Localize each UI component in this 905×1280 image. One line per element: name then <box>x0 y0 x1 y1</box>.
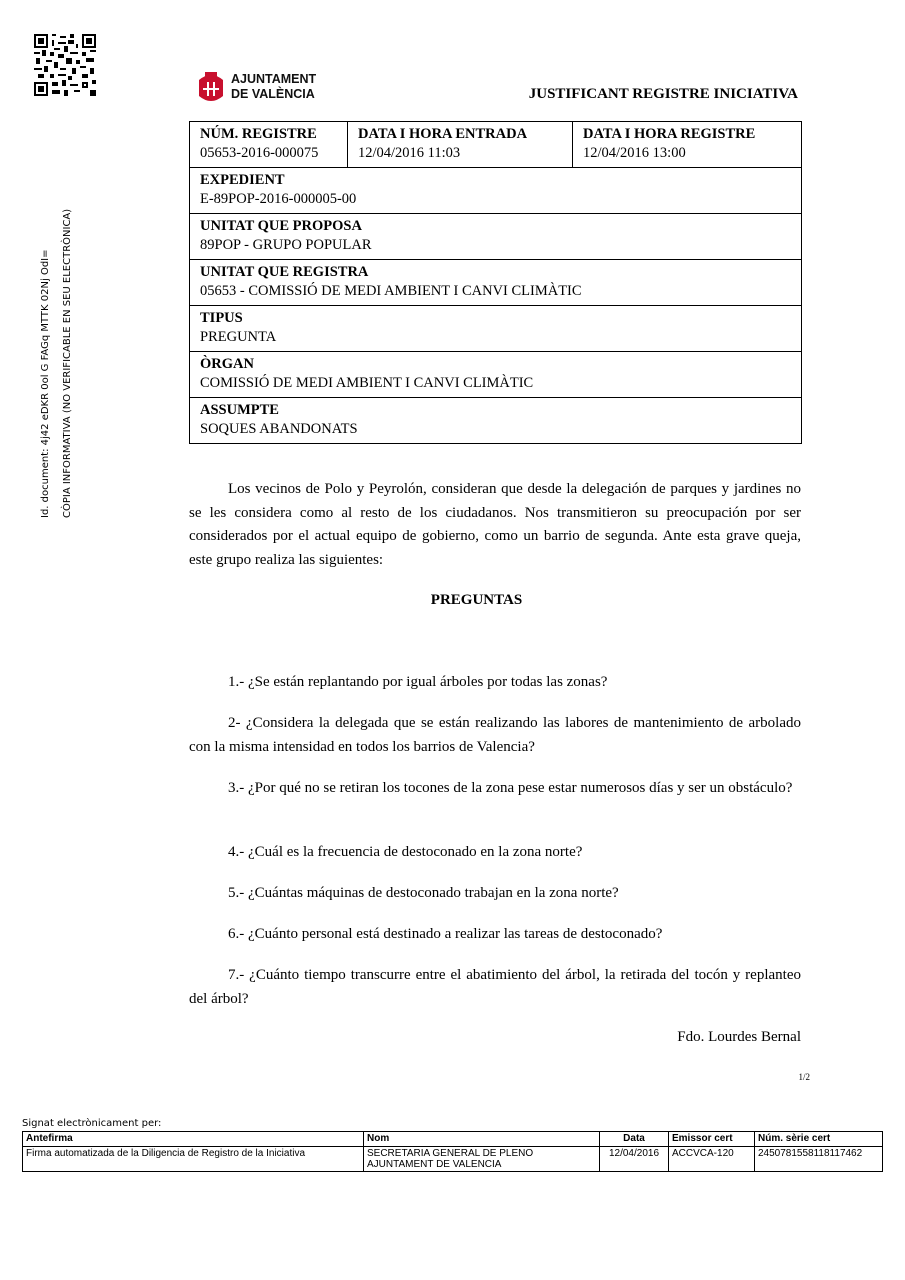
label-unitat-registra: UNITAT QUE REGISTRA <box>200 264 369 280</box>
question-2: 2- ¿Considera la delegada que se están realizando las labores de mantenimiento de arbolado con la misma intensidad en todos los barrios de Valencia? <box>189 715 801 755</box>
header-nom: Nom <box>364 1132 600 1147</box>
logo-line-1: AJUNTAMENT <box>231 72 317 86</box>
label-data-entrada: DATA I HORA ENTRADA <box>358 126 528 142</box>
cell-organ <box>190 352 802 398</box>
cell-unitat-registra <box>190 260 802 306</box>
nom-line-2: AJUNTAMENT DE VALENCIA <box>367 1159 502 1170</box>
cell-num-registre <box>190 122 348 168</box>
value-unitat-registra: 05653 - COMISSIÓ DE MEDI AMBIENT I CANVI CLIMÀTIC <box>200 283 582 299</box>
question-4: 4.- ¿Cuál es la frecuencia de destoconado en la zona norte? <box>228 844 583 860</box>
document-title: JUSTIFICANT REGISTRE INICIATIVA <box>528 86 798 102</box>
cell-data-registre <box>573 122 802 168</box>
cell-emissor: ACCVCA-120 <box>669 1147 755 1172</box>
value-organ: COMISSIÓ DE MEDI AMBIENT I CANVI CLIMÀTIC <box>200 375 534 391</box>
value-num-registre: 05653-2016-000075 <box>200 145 319 161</box>
signature-line: Fdo. Lourdes Bernal <box>677 1029 801 1045</box>
logo-line-2: DE VALÈNCIA <box>231 87 315 101</box>
cell-data-entrada <box>348 122 573 168</box>
header-antefirma: Antefirma <box>23 1132 364 1147</box>
label-data-registre: DATA I HORA REGISTRE <box>583 126 756 142</box>
label-unitat-proposa: UNITAT QUE PROPOSA <box>200 218 362 234</box>
value-tipus: PREGUNTA <box>200 329 277 345</box>
qr-code-icon <box>34 34 96 96</box>
cell-unitat-proposa <box>190 214 802 260</box>
value-unitat-proposa: 89POP - GRUPO POPULAR <box>200 237 372 253</box>
label-assumpte: ASSUMPTE <box>200 402 279 418</box>
informative-copy-vertical: CÒPIA INFORMATIVA (NO VERIFICABLE EN SEU ELECTRÒNICA) <box>62 208 73 518</box>
value-data-entrada: 12/04/2016 11:03 <box>358 145 461 161</box>
ajuntament-logo <box>195 68 335 108</box>
questions-heading: PREGUNTAS <box>430 592 523 608</box>
cell-assumpte <box>190 398 802 444</box>
label-expedient: EXPEDIENT <box>200 172 285 188</box>
label-organ: ÒRGAN <box>200 356 254 372</box>
value-data-registre: 12/04/2016 13:00 <box>583 145 686 161</box>
header-serie: Núm. sèrie cert <box>755 1132 883 1147</box>
nom-line-1: SECRETARIA GENERAL DE PLENO <box>367 1148 534 1159</box>
label-num-registre: NÚM. REGISTRE <box>200 126 317 142</box>
header-data: Data <box>600 1132 669 1147</box>
cell-antefirma: Firma automatizada de la Diligencia de Registro de la Iniciativa <box>23 1147 364 1172</box>
cell-data: 12/04/2016 <box>600 1147 669 1172</box>
header-emissor: Emissor cert <box>669 1132 755 1147</box>
label-tipus: TIPUS <box>200 310 243 326</box>
document-id-vertical: Id. document: 4j42 eDKR 0ol G FAGq MTTK 02Nj OdI= <box>40 249 51 518</box>
registry-table <box>189 121 802 444</box>
question-6: 6.- ¿Cuánto personal está destinado a realizar las tareas de destoconado? <box>228 926 663 942</box>
cell-serie: 2450781558118117462 <box>755 1147 883 1172</box>
cell-expedient <box>190 168 802 214</box>
value-expedient: E-89POP-2016-000005-00 <box>200 191 357 207</box>
value-assumpte: SOQUES ABANDONATS <box>200 421 358 437</box>
question-1: 1.- ¿Se están replantando por igual árboles por todas las zonas? <box>228 674 608 690</box>
question-7: 7.- ¿Cuánto tiempo transcurre entre el abatimiento del árbol, la retirada del tocón y replanteo del árbol? <box>189 967 801 1007</box>
page-number: 1/2 <box>798 1072 810 1082</box>
signed-by-label: Signat electrònicament per: <box>22 1118 162 1129</box>
question-5: 5.- ¿Cuántas máquinas de destoconado trabajan en la zona norte? <box>228 885 619 901</box>
intro-paragraph: Los vecinos de Polo y Peyrolón, consideran que desde la delegación de parques y jardines no se les considera como al resto de los ciudadanos. Nos transmitieron su preocupación por ser considerados por el actual equipo de gobierno, como un barrio de segunda. Ante esta grave queja, este grupo realiza las siguientes: <box>189 481 801 568</box>
coat-of-arms-icon <box>195 68 227 108</box>
cell-tipus <box>190 306 802 352</box>
question-3: 3.- ¿Por qué no se retiran los tocones de la zona pese estar numerosos días y ser un obstáculo? <box>228 780 793 796</box>
signature-table <box>22 1131 883 1172</box>
cell-nom <box>364 1147 600 1172</box>
